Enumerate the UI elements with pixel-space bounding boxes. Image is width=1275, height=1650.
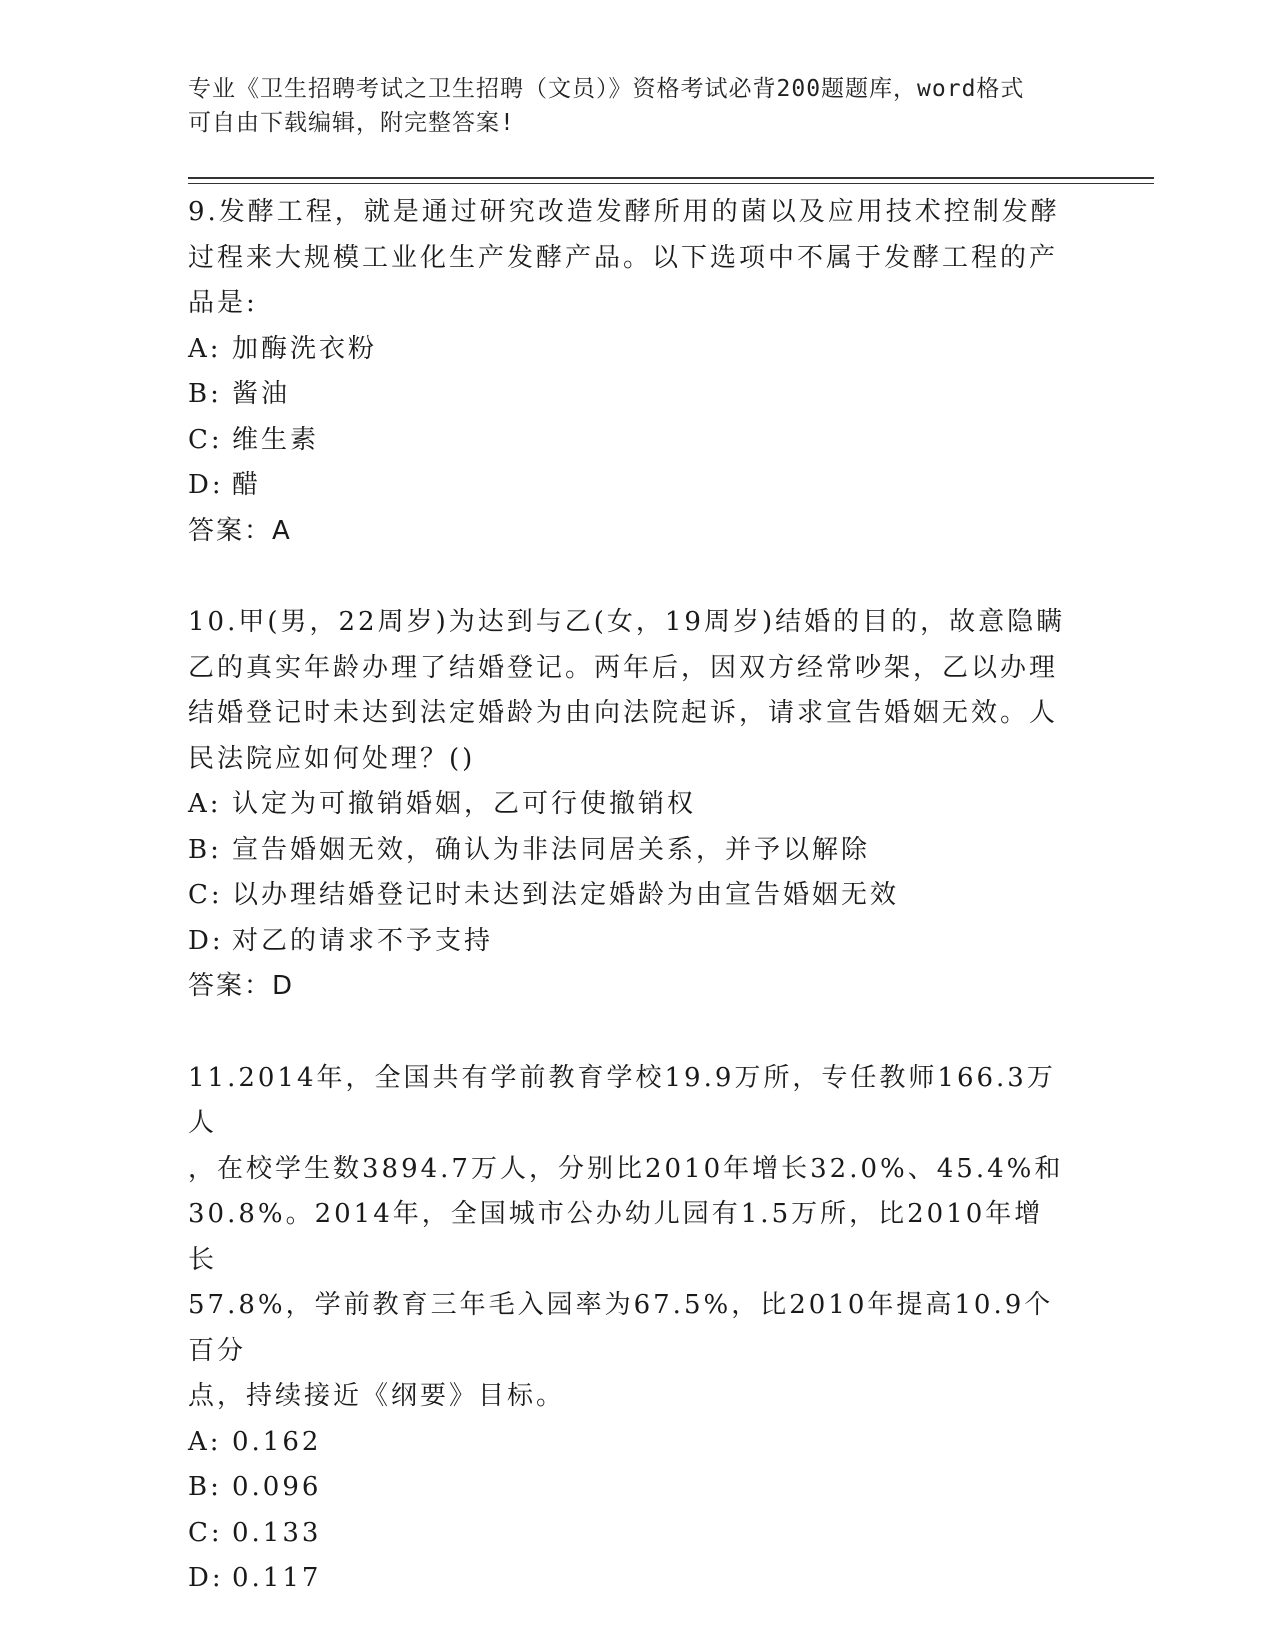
header-line-2: 可自由下载编辑，附完整答案! (188, 110, 515, 136)
option-a: A: 加酶洗衣粉 (188, 333, 378, 364)
question-line: 9.发酵工程，就是通过研究改造发酵所用的菌以及应用技术控制发酵 (188, 197, 1060, 227)
option-b: B: 0.096 (188, 1472, 322, 1502)
question-line: 乙的真实年龄办理了结婚登记。两年后，因双方经常吵架，乙以办理 (188, 652, 1059, 683)
spacer (188, 1010, 1068, 1056)
option-c: C: 以办理结婚登记时未达到法定婚龄为由宣告婚姻无效 (188, 880, 900, 910)
question-11 (188, 1056, 1068, 1602)
answer: 答案：A (188, 515, 292, 546)
document-body (188, 190, 1068, 1602)
header-line-1: 专业《卫生招聘考试之卫生招聘（文员）》资格考试必背200题题库，word格式 (188, 76, 1025, 102)
header-rule-thin (188, 183, 1154, 184)
option-b: B: 酱油 (188, 379, 291, 409)
spacer (188, 554, 1068, 600)
question-line: 57.8%，学前教育三年毛入园率为67.5%，比2010年提高10.9个百分 (188, 1290, 1054, 1366)
option-d: D: 0.117 (188, 1563, 322, 1593)
question-line: ，在校学生数3894.7万人，分别比2010年增长32.0%、45.4%和 (188, 1153, 1064, 1184)
option-c: C: 0.133 (188, 1517, 322, 1548)
document-header (188, 72, 1068, 140)
option-c: C: 维生素 (188, 424, 320, 455)
question-line: 11.2014年，全国共有学前教育学校19.9万所，专任教师166.3万人 (188, 1062, 1056, 1138)
option-a: A: 0.162 (188, 1426, 322, 1457)
option-d: D: 醋 (188, 470, 262, 500)
header-rule-thick (188, 177, 1154, 179)
question-line: 点，持续接近《纲要》目标。 (188, 1381, 566, 1411)
question-10 (188, 600, 1068, 1010)
option-b: B: 宣告婚姻无效，确认为非法同居关系，并予以解除 (188, 834, 871, 865)
question-9 (188, 190, 1068, 554)
option-a: A: 认定为可撤销婚姻，乙可行使撤销权 (188, 789, 697, 819)
question-line: 品是: (188, 288, 258, 318)
question-line: 结婚登记时未达到法定婚龄为由向法院起诉，请求宣告婚姻无效。人 (188, 698, 1059, 728)
question-line: 民法院应如何处理？() (188, 743, 476, 774)
question-line: 过程来大规模工业化生产发酵产品。以下选项中不属于发酵工程的产 (188, 242, 1059, 273)
answer: 答案：D (188, 971, 295, 1001)
question-line: 30.8%。2014年，全国城市公办幼儿园有1.5万所，比2010年增长 (188, 1199, 1044, 1275)
question-line: 10.甲(男，22周岁)为达到与乙(女，19周岁)结婚的目的，故意隐瞒 (188, 607, 1066, 637)
option-d: D: 对乙的请求不予支持 (188, 925, 494, 956)
